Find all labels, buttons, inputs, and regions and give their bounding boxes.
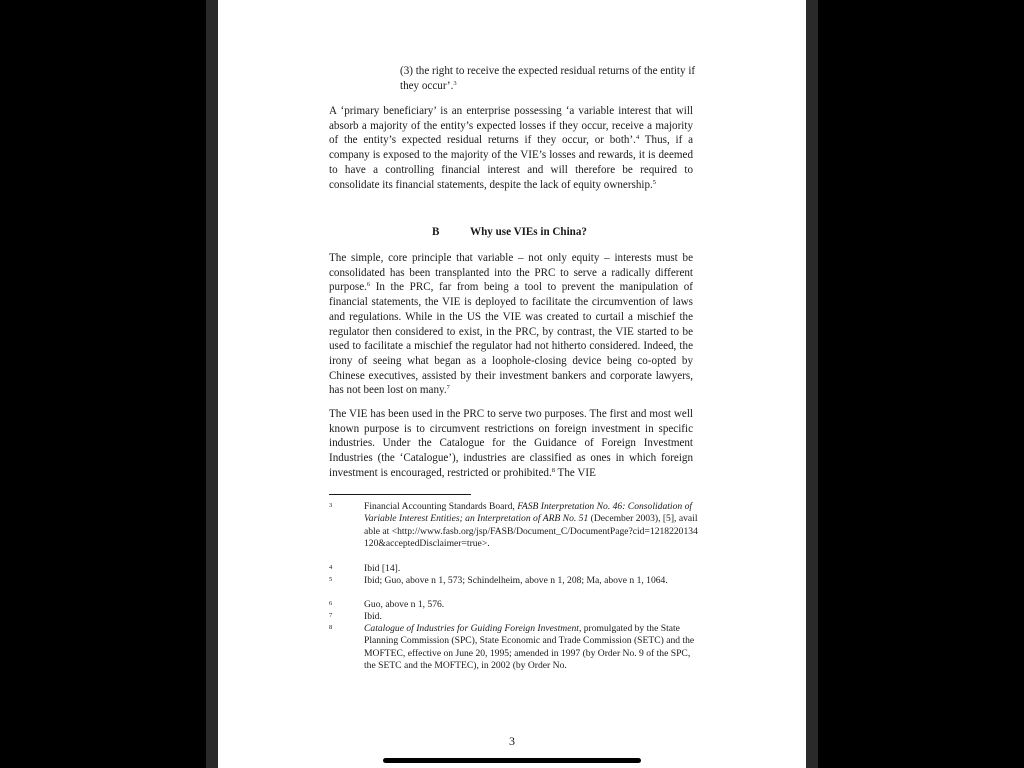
footnote-ref-6[interactable]: 6 <box>366 281 371 289</box>
footnote-text-italic: FASB Interpretation No. 46: Consolidation of Variable Interest Entities; an Interpretation of ARB No. 51 <box>364 501 693 525</box>
paragraph-text: A ‘primary beneficiary’ is an enterprise possessing ‘a variable interest that will absorb a majority of the entity’s expected losses if they occur, receive a majority of the entity’s expected residual returns if they occur, or both’. <box>329 105 693 147</box>
footnote-ref-4[interactable]: 4 <box>635 134 640 142</box>
footnote-text: Ibid. <box>364 611 382 622</box>
footnote-text: Ibid [14]. <box>364 563 401 574</box>
footnote-number: 3 <box>329 502 333 509</box>
footnote-number: 7 <box>329 612 333 619</box>
paragraph-primary-beneficiary <box>329 104 693 192</box>
paragraph-text: The VIE has been used in the PRC to serve two purposes. The first and most well known purpose is to circumvent restrictions on foreign investment in specific industries. Under the Catalogue for the Guidance of Foreign Investment Industries (the ‘Catalogue’), industries are classified as ones in which foreign investment is encouraged, restricted or prohibited. <box>329 408 693 479</box>
footnote-divider <box>329 494 471 495</box>
right-margin-strip <box>806 0 818 768</box>
paragraph-text: Thus, if a company is exposed to the majority of the VIE’s losses and rewards, it is deemed to have a controlling financial interest and will therefore be required to consolidate its financial statements, despite the lack of equity ownership. <box>329 134 694 191</box>
paragraph-text: The simple, core principle that variable – not only equity – interests must be consolidated has been transplanted into the PRC to serve a radically different purpose. <box>329 252 693 294</box>
footnote-text <box>364 501 699 551</box>
footnote-4 <box>329 563 699 575</box>
footnote-number: 4 <box>329 564 333 571</box>
footnote-text <box>364 623 699 673</box>
footnote-ref-5[interactable]: 5 <box>652 178 657 186</box>
page-number: 3 <box>509 734 515 748</box>
footnote-text-plain: , promulgated by the State Planning Commission (SPC), State Economic and Trade Commission (SETC) and the MOFTEC, effective on June 20, 1995; amended in 1997 (by Order No. 9 of the SPC, the SETC and the MOFTEC), in 2002 (by Order No. <box>364 623 695 672</box>
footnote-ref-3[interactable]: 3 <box>453 79 457 87</box>
footnote-text-plain: (December 2003), [5], available at <http://www.fasb.org/jsp/FASB/Document_C/DocumentPage?cid=1218220134120&acceptedDisclaimer=true>. <box>364 513 698 550</box>
footnote-ref-8[interactable]: 8 <box>551 466 555 474</box>
footnote-number: 8 <box>329 624 333 631</box>
paragraph-two-purposes <box>329 407 693 481</box>
paragraph-core-principle <box>329 251 693 398</box>
footnote-ref-7[interactable]: 7 <box>446 384 450 392</box>
footnote-5 <box>329 575 699 587</box>
quote-text: (3) the right to receive the expected residual returns of the entity if they occur’. <box>400 65 696 92</box>
footnote-number: 5 <box>329 576 333 583</box>
section-letter: B <box>432 226 440 238</box>
footnote-6 <box>329 599 699 611</box>
footnote-text: Ibid; Guo, above n 1, 573; Schindelheim, above n 1, 208; Ma, above n 1, 1064. <box>364 575 668 586</box>
block-quote <box>400 64 700 93</box>
left-margin-strip <box>206 0 218 768</box>
paragraph-text: The VIE <box>554 466 596 479</box>
section-title: Why use VIEs in China? <box>470 226 587 238</box>
footnote-number: 6 <box>329 600 333 607</box>
footnote-text-italic: Catalogue of Industries for Guiding Foreign Investment <box>364 623 579 634</box>
footnote-text: Guo, above n 1, 576. <box>364 599 445 610</box>
home-indicator[interactable] <box>383 758 641 763</box>
footnote-7 <box>329 611 699 623</box>
footnote-text-plain: Financial Accounting Standards Board, <box>364 501 518 512</box>
footnote-3 <box>329 501 699 551</box>
document-page <box>218 0 806 768</box>
paragraph-text: In the PRC, far from being a tool to prevent the manipulation of financial statements, the VIE is deployed to facilitate the circumvention of laws and regulations. While in the US the VIE was created to curtail a mischief the regulator then considered to exist, in the PRC, by contrast, the VIE started to be used to facilitate a mischief the regulator had not hitherto considered. Indeed, the irony of seeing what began as a loophole-closing device being co-opted by Chinese executives, assisted by their investment bankers and corporate lawyers, has not been lost on many. <box>329 281 693 397</box>
footnote-8 <box>329 623 699 673</box>
